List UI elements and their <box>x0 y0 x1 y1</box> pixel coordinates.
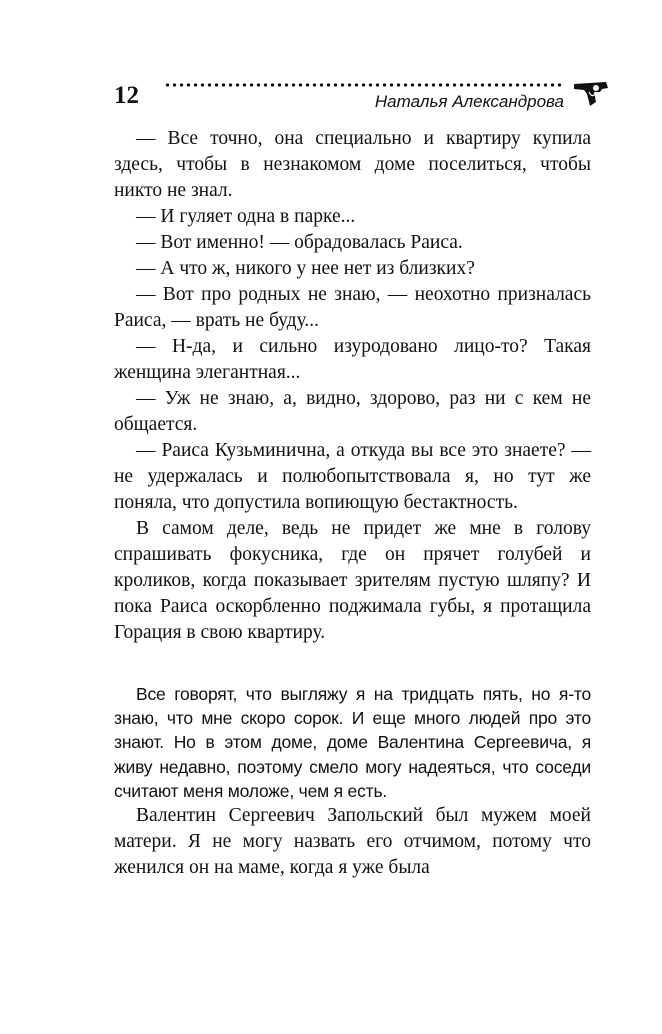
paragraph: — Раиса Кузьминична, а откуда вы все это знаете? — не удержалась и полюбопытствовала я, но тут же поняла, что допустила вопиющую бестактность. <box>114 440 591 513</box>
dotted-rule <box>164 78 564 92</box>
revolver-icon <box>572 80 612 110</box>
paragraph: — Все точно, она специально и квартиру купила здесь, чтобы в незнакомом доме поселиться, чтобы никто не знал. <box>114 128 591 201</box>
paragraph: — И гуляет одна в парке... <box>136 206 356 227</box>
paragraph: Валентин Сергеевич Запольский был мужем моей матери. Я не могу назвать его отчимом, потому что женился он на маме, когда я уже была <box>114 805 591 879</box>
dialogue-section <box>114 126 591 646</box>
body-text <box>114 126 591 881</box>
page-number: 12 <box>114 82 139 109</box>
paragraph: — А что ж, никого у нее нет из близких? <box>136 258 475 279</box>
paragraph: — Уж не знаю, а, видно, здорово, раз ни с кем не общается. <box>114 388 591 435</box>
narrative-section <box>114 682 591 881</box>
running-header <box>114 78 614 118</box>
paragraph: В самом деле, ведь не придет же мне в голову спрашивать фокусника, где он прячет голубей и кроликов, когда показывает зрителям пустую шляпу? И пока Раиса оскорбленно поджимала губы, я протащила Горация в свою квартиру. <box>114 518 591 643</box>
paragraph: Все говорят, что выгляжу я на тридцать пять, но я-то знаю, что мне скоро сорок. И еще много людей про это знают. Но в этом доме, доме Валентина Сергеевича, я живу недавно, поэтому смело могу надеяться, что соседи считают меня моложе, чем я есть. <box>114 684 591 801</box>
paragraph: — Н-да, и сильно изуродовано лицо-то? Такая женщина элегантная... <box>114 336 591 383</box>
author-name: Наталья Александрова <box>374 92 564 111</box>
paragraph: — Вот именно! — обрадовалась Раиса. <box>136 232 463 253</box>
paragraph: — Вот про родных не знаю, — неохотно призналась Раиса, — врать не буду... <box>114 284 591 331</box>
